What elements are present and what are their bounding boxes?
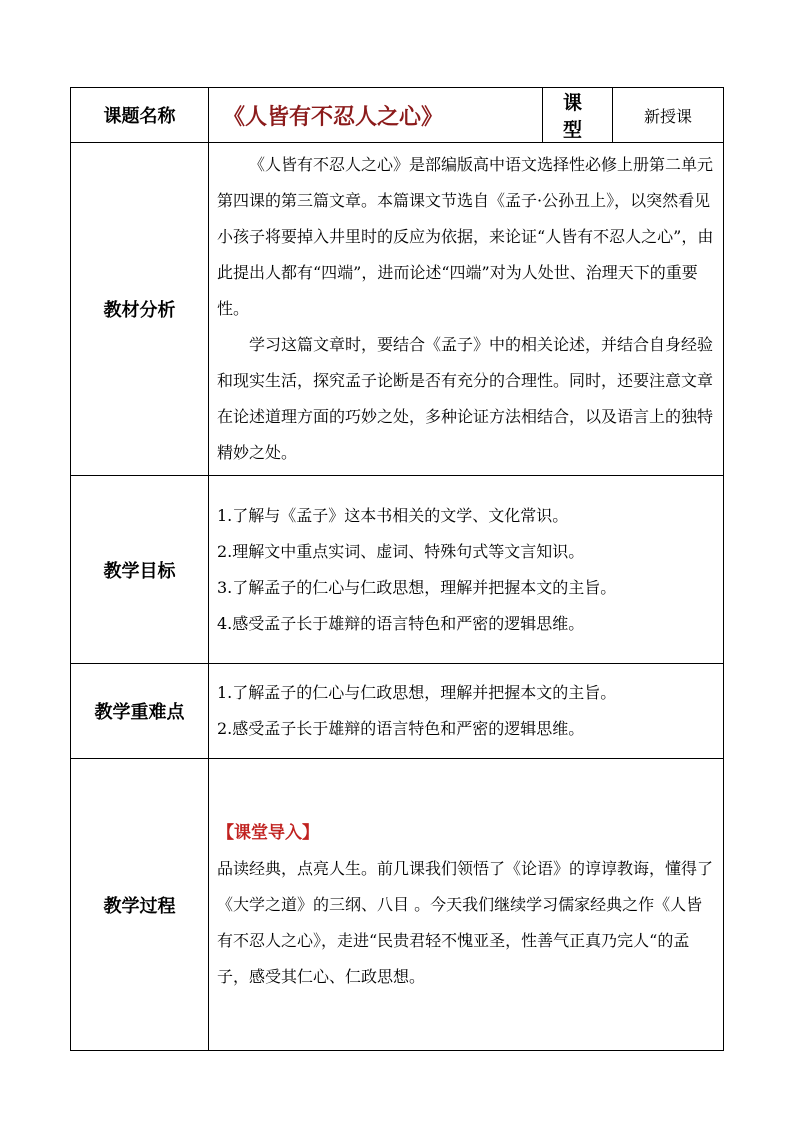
analysis-row [71, 143, 724, 476]
process-row [71, 759, 724, 1051]
analysis-label: 教材分析 [71, 143, 209, 476]
list-item: 4.感受孟子长于雄辩的语言特色和严密的逻辑思维。 [217, 613, 585, 633]
keypoints-label: 教学重难点 [71, 664, 209, 759]
objectives-label: 教学目标 [71, 476, 209, 664]
analysis-paragraph: 学习这篇文章时，要结合《孟子》中的相关论述，并结合自身经验和现实生活，探究孟子论断是否有充分的合理性。同时，还要注意文章在论述道理方面的巧妙之处，多种论证方法相结合，以及语言上的独特精妙之处。 [217, 335, 714, 462]
list-item: 1.了解与《孟子》这本书相关的文学、文化常识。 [217, 505, 569, 525]
type-value: 新授课 [613, 88, 724, 143]
list-item: 1.了解孟子的仁心与仁政思想，理解并把握本文的主旨。 [217, 683, 617, 702]
type-label: 课 型 [543, 88, 613, 143]
process-label: 教学过程 [71, 759, 209, 1051]
list-item: 3.了解孟子的仁心与仁政思想，理解并把握本文的主旨。 [217, 577, 617, 597]
process-text: 品读经典，点亮人生。前几课我们领悟了《论语》的谆谆教诲，懂得了《大学之道》的三纲、八目 。今天我们继续学习儒家经典之作《人皆有不忍人之心》，走进“民贵君轻不愧亚圣，性善气正真乃完人“的孟子，感受其仁心、仁政思想。 [217, 859, 714, 986]
keypoints-row [71, 664, 724, 759]
section-heading: 【课堂导入】 [217, 823, 319, 843]
process-content [209, 759, 724, 1051]
list-item: 2.感受孟子长于雄辩的语言特色和严密的逻辑思维。 [217, 719, 585, 738]
analysis-content [209, 143, 724, 476]
objectives-row [71, 476, 724, 664]
lesson-plan-table [70, 87, 724, 1051]
analysis-paragraph: 《人皆有不忍人之心》是部编版高中语文选择性必修上册第二单元第四课的第三篇文章。本篇课文节选自《孟子·公孙丑上》，以突然看见小孩子将要掉入井里时的反应为依据，来论证“人皆有不忍人之心”，由此提出人都有“四端”，进而论述“四端”对为人处世、治理天下的重要性。 [217, 155, 714, 318]
keypoints-content [209, 664, 724, 759]
header-row [71, 88, 724, 143]
topic-label: 课题名称 [71, 88, 209, 143]
objectives-content [209, 476, 724, 664]
topic-title: 《人皆有不忍人之心》 [209, 88, 543, 143]
list-item: 2.理解文中重点实词、虚词、特殊句式等文言知识。 [217, 541, 585, 561]
